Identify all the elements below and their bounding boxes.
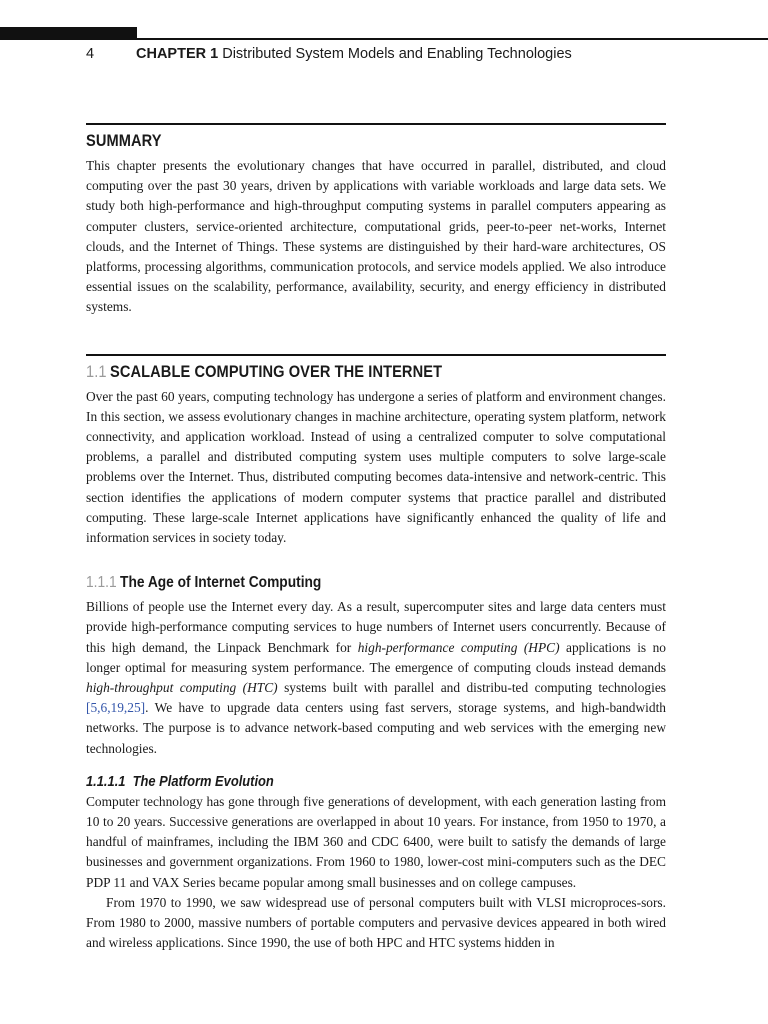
- section-rule: [86, 123, 666, 125]
- section-number: 1.1.1.1: [86, 772, 126, 790]
- section-rule: [86, 354, 666, 356]
- section-1-1-heading: [86, 362, 585, 382]
- chapter-label: CHAPTER 1: [136, 46, 219, 62]
- page-number: 4: [86, 46, 95, 62]
- chapter-title: Distributed System Models and Enabling Technologies: [222, 46, 572, 62]
- term-hpc: high-performance computing (HPC): [357, 639, 560, 655]
- section-1-1-paragraph: Over the past 60 years, computing technology has undergone a series of platform and environment changes. In this section, we assess evolutionary changes in machine architecture, operating system platform, network connectivity, and application workload. Instead of using a centralized computer to solve computational problems, a parallel and distributed computing system uses multiple computers to solve large-scale problems over the Internet. Thus, distributed computing becomes data-intensive and network-centric. This section identifies the applications of modern computer systems that practice parallel and distributed computing. These large-scale Internet applications have significantly enhanced the quality of life and information services in society today.: [86, 388, 666, 546]
- section-1-1-1-1-heading: [86, 773, 585, 790]
- running-header: [86, 46, 686, 62]
- section-title: The Platform Evolution: [132, 772, 274, 790]
- header-bar: [0, 27, 137, 40]
- platform-evolution-paragraph-1: Computer technology has gone through five generations of development, with each generation lasting from 10 to 20 years. Successive generations are overlapped in about 10 years. For instance, from 1950 to 1970, a handful of mainframes, including the IBM 360 and CDC 6400, were built to satisfy the demands of large businesses and government organizations. From 1960 to 1980, lower-cost mini-computers such as the DEC PDP 11 and VAX Series became popular among small businesses and on college campuses.: [86, 793, 666, 890]
- section-title: SCALABLE COMPUTING OVER THE INTERNET: [110, 361, 443, 381]
- citation-link[interactable]: [5,6,19,25]: [86, 700, 146, 716]
- section-number: 1.1: [86, 361, 107, 381]
- section-title: The Age of Internet Computing: [120, 574, 322, 592]
- term-htc: high-throughput computing (HTC): [86, 680, 278, 696]
- summary-heading: SUMMARY: [86, 131, 162, 150]
- section-1-1-1-heading: [86, 574, 585, 592]
- page-content: [86, 123, 666, 954]
- summary-paragraph: This chapter presents the evolutionary changes that have occurred in parallel, distributed, and cloud computing over the past 30 years, driven by applications with variable workloads and large data sets. We study both high-performance and high-throughput computing systems in parallel computers appearing as computer clusters, service-oriented architecture, computational grids, peer-to-peer net-works, Internet clouds, and the Internet of Things. These systems are distinguished by their hard-ware architectures, OS platforms, processing algorithms, communication protocols, and service models applied. We also introduce essential issues on the scalability, performance, availability, security, and energy efficiency in distributed systems.: [86, 158, 666, 315]
- platform-evolution-paragraph-2: From 1970 to 1990, we saw widespread use of personal computers built with VLSI microproces-sors. From 1980 to 2000, massive numbers of portable computers and pervasive devices appeared in both wired and wireless applications. Since 1990, the use of both HPC and HTC systems hidden in: [86, 894, 666, 951]
- section-1-1-1-paragraph: Billions of people use the Internet every day. As a result, supercomputer sites and large data centers must provide high-performance computing services to huge numbers of Internet users concurrently. Because of this high demand, the Linpack Benchmark for high-performance computing (HPC) applications is no longer optimal for measuring system performance. The emergence of computing clouds instead demands high-throughput computing (HTC) systems built with parallel and distribu-ted computing technologies [5,6,19,25]. We have to upgrade data centers using fast servers, storage systems, and high-bandwidth networks. The purpose is to advance network-based computing and web services with the emerging new technologies.: [86, 599, 666, 756]
- section-number: 1.1.1: [86, 574, 117, 592]
- header-rule: [137, 38, 768, 40]
